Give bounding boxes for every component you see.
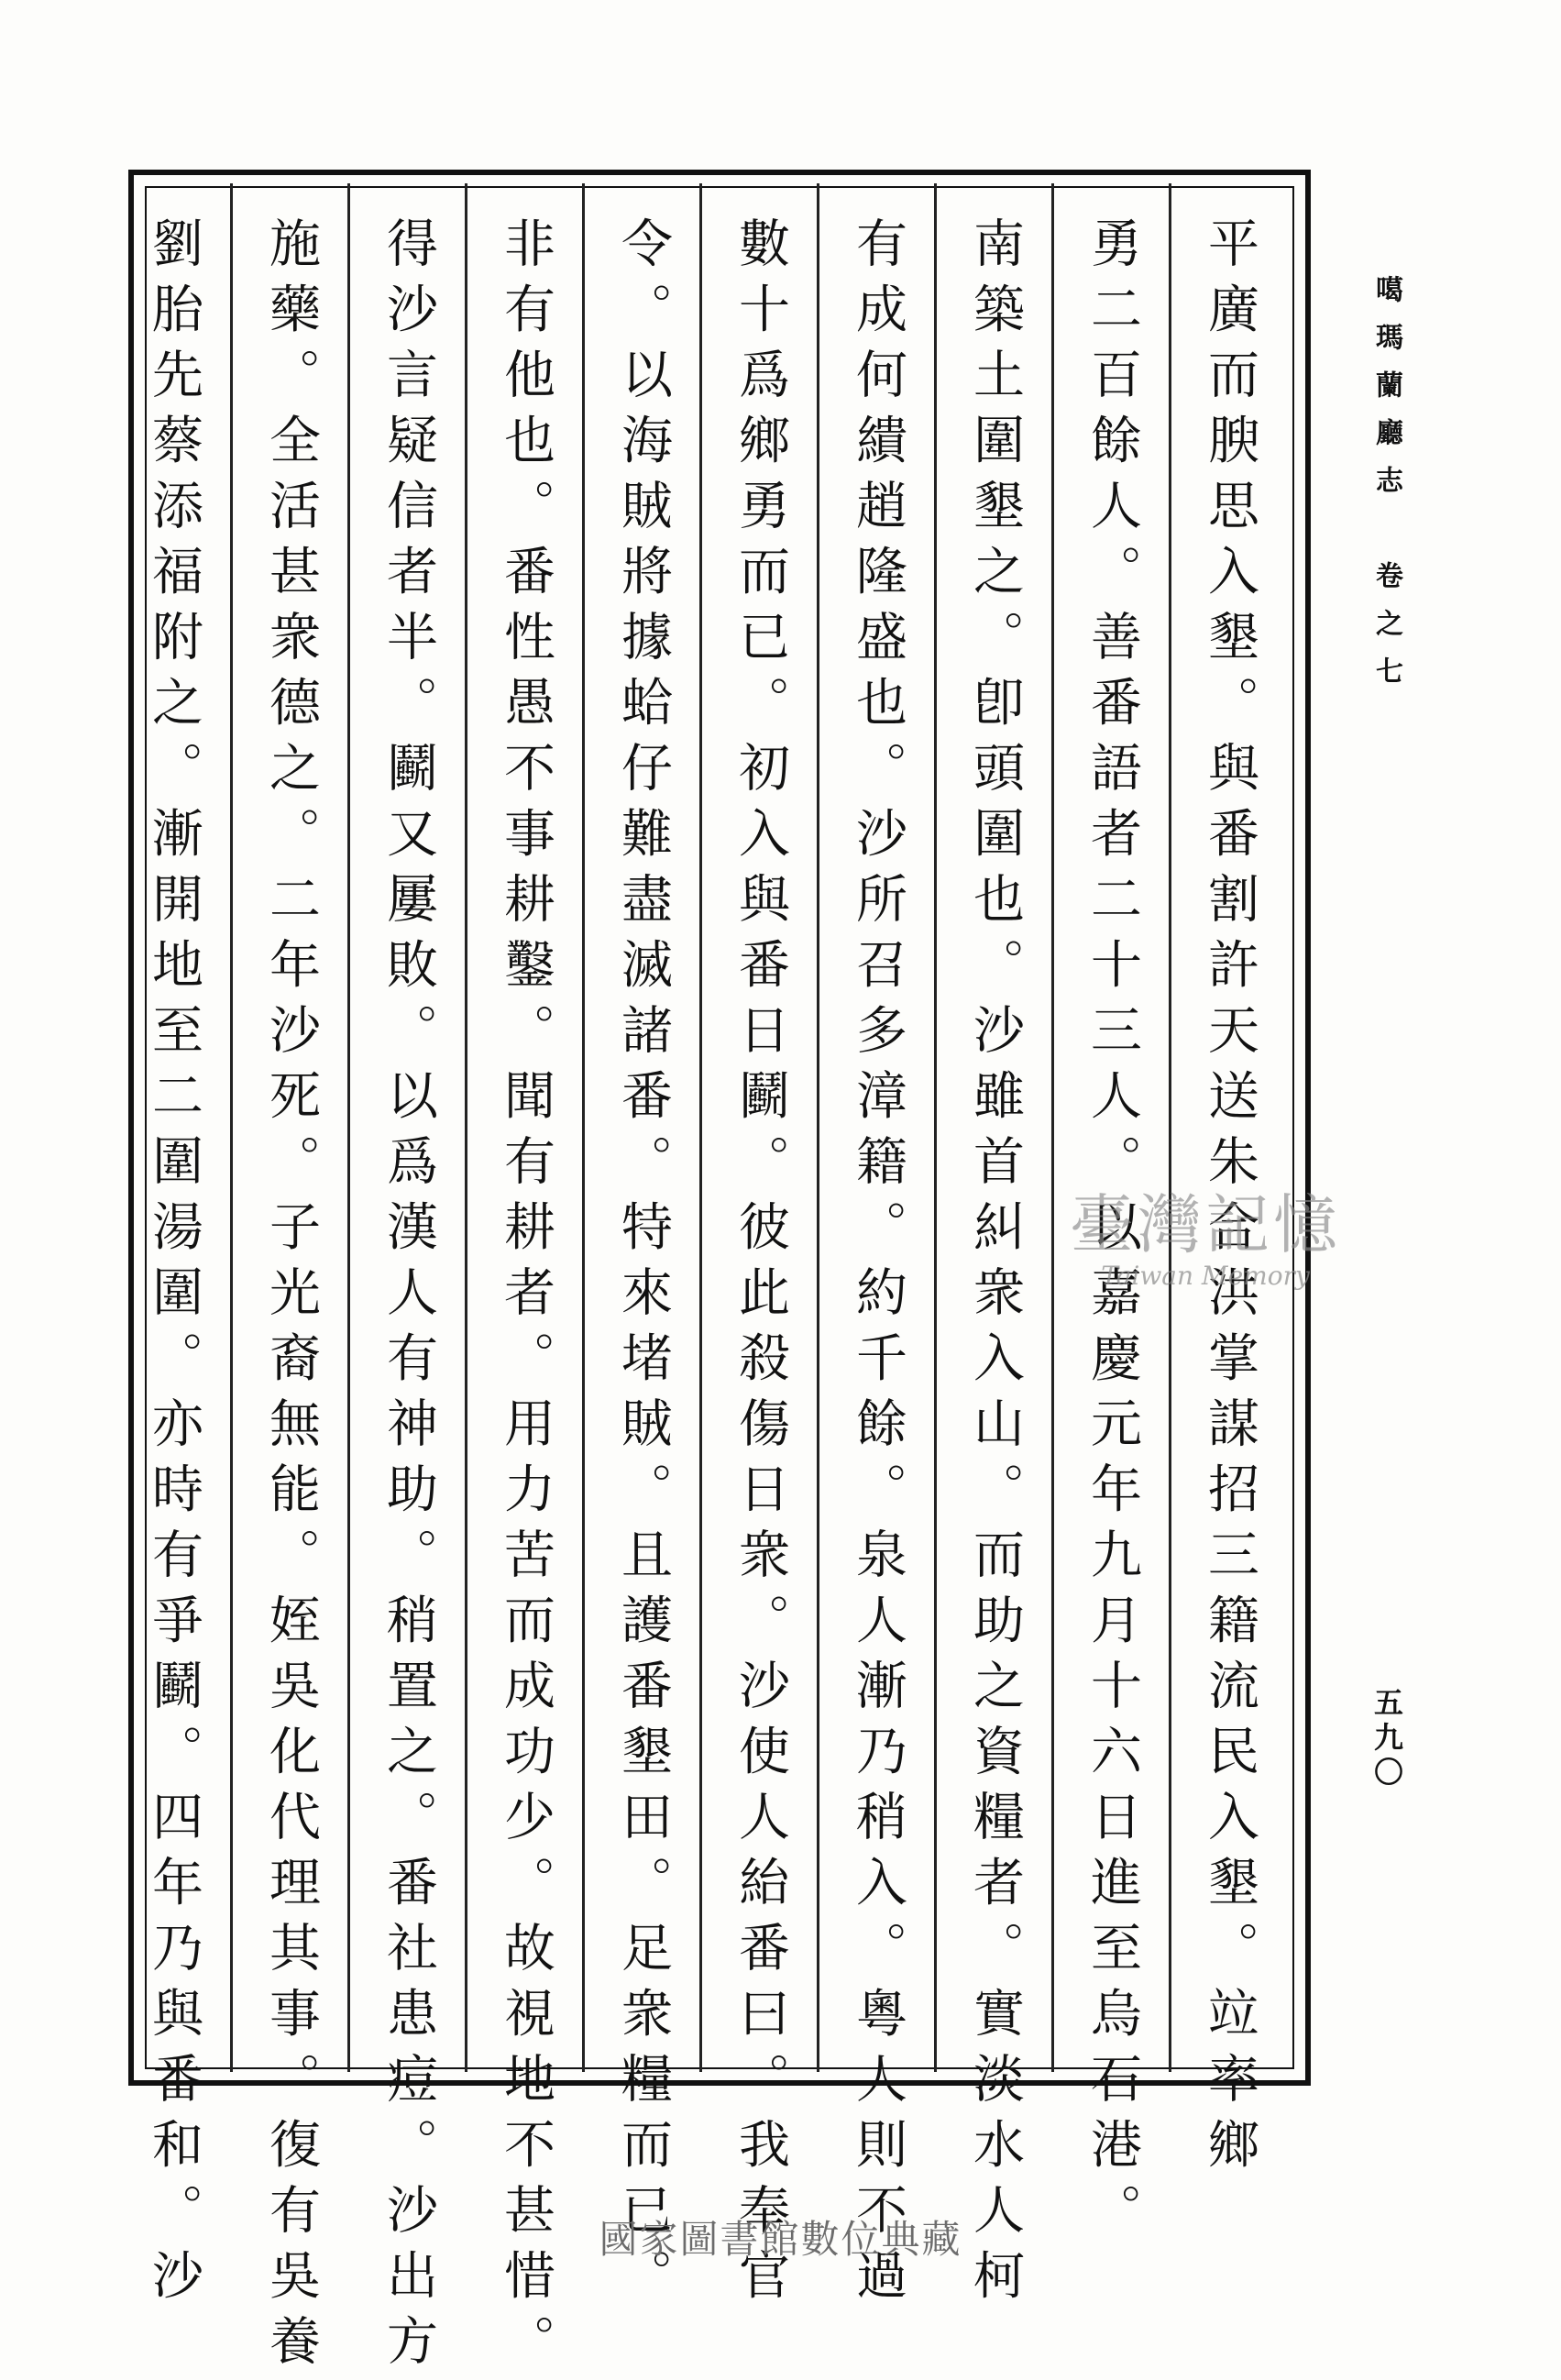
text-column bbox=[1053, 216, 1171, 2249]
column-text: 數十爲鄉勇而已。初入與番日鬬。彼此殺傷日衆。沙使人紿番曰。我奉官 bbox=[731, 216, 790, 2314]
text-column bbox=[349, 216, 467, 2380]
column-text: 令。以海賊將據蛤仔難盡滅諸番。特來堵賊。且護番墾田。足衆糧而已。 bbox=[613, 216, 673, 2314]
column-text: 劉胎先蔡添福附之。漸開地至二圍湯圍。亦時有爭鬬。四年乃與番和。沙 bbox=[144, 216, 203, 2314]
watermark bbox=[1054, 1173, 1357, 1291]
text-column bbox=[1171, 216, 1288, 2183]
column-text: 施藥。全活甚衆德之。二年沙死。子光裔無能。姪吳化代理其事。復有吳養 bbox=[261, 216, 321, 2380]
text-column bbox=[936, 216, 1053, 2314]
column-text: 平廣而腴思入墾。與番割許天送朱合洪掌謀招三籍流民入墾。竝率鄉 bbox=[1200, 216, 1259, 2183]
column-text: 有成何繢趙隆盛也。沙所召多漳籍。約千餘。泉人漸乃稍入。粵人則不過 bbox=[848, 216, 907, 2314]
book-title: 噶瑪蘭廳志 bbox=[1370, 275, 1402, 513]
column-text: 南築土圍墾之。卽頭圍也。沙雖首糾衆入山。而助之資糧者。實淡水人柯 bbox=[965, 216, 1025, 2314]
running-head bbox=[1366, 275, 1406, 704]
column-text: 得沙言疑信者半。鬬又屢敗。以爲漢人有神助。稍置之。番社患痘。沙出方 bbox=[379, 216, 438, 2380]
text-column bbox=[232, 216, 349, 2380]
footer-credit: 國家圖書館數位典藏 bbox=[599, 2217, 962, 2262]
volume-label: 卷之七 bbox=[1370, 561, 1402, 704]
page-number: 五九〇 bbox=[1369, 1687, 1404, 1791]
text-column bbox=[584, 216, 701, 2314]
watermark-chinese: 臺灣記憶 bbox=[1070, 1187, 1341, 1262]
column-text: 勇二百餘人。善番語者二十三人。以嘉慶元年九月十六日進至烏石港。 bbox=[1083, 216, 1142, 2249]
column-text: 非有他也。番性愚不事耕鑿。聞有耕者。用力苦而成功少。故視地不甚惜。 bbox=[496, 216, 555, 2380]
text-column bbox=[467, 216, 584, 2380]
text-column bbox=[701, 216, 819, 2314]
watermark-english: Taiwan Memory bbox=[1101, 1261, 1310, 1291]
text-column bbox=[115, 216, 232, 2314]
text-column bbox=[819, 216, 936, 2314]
